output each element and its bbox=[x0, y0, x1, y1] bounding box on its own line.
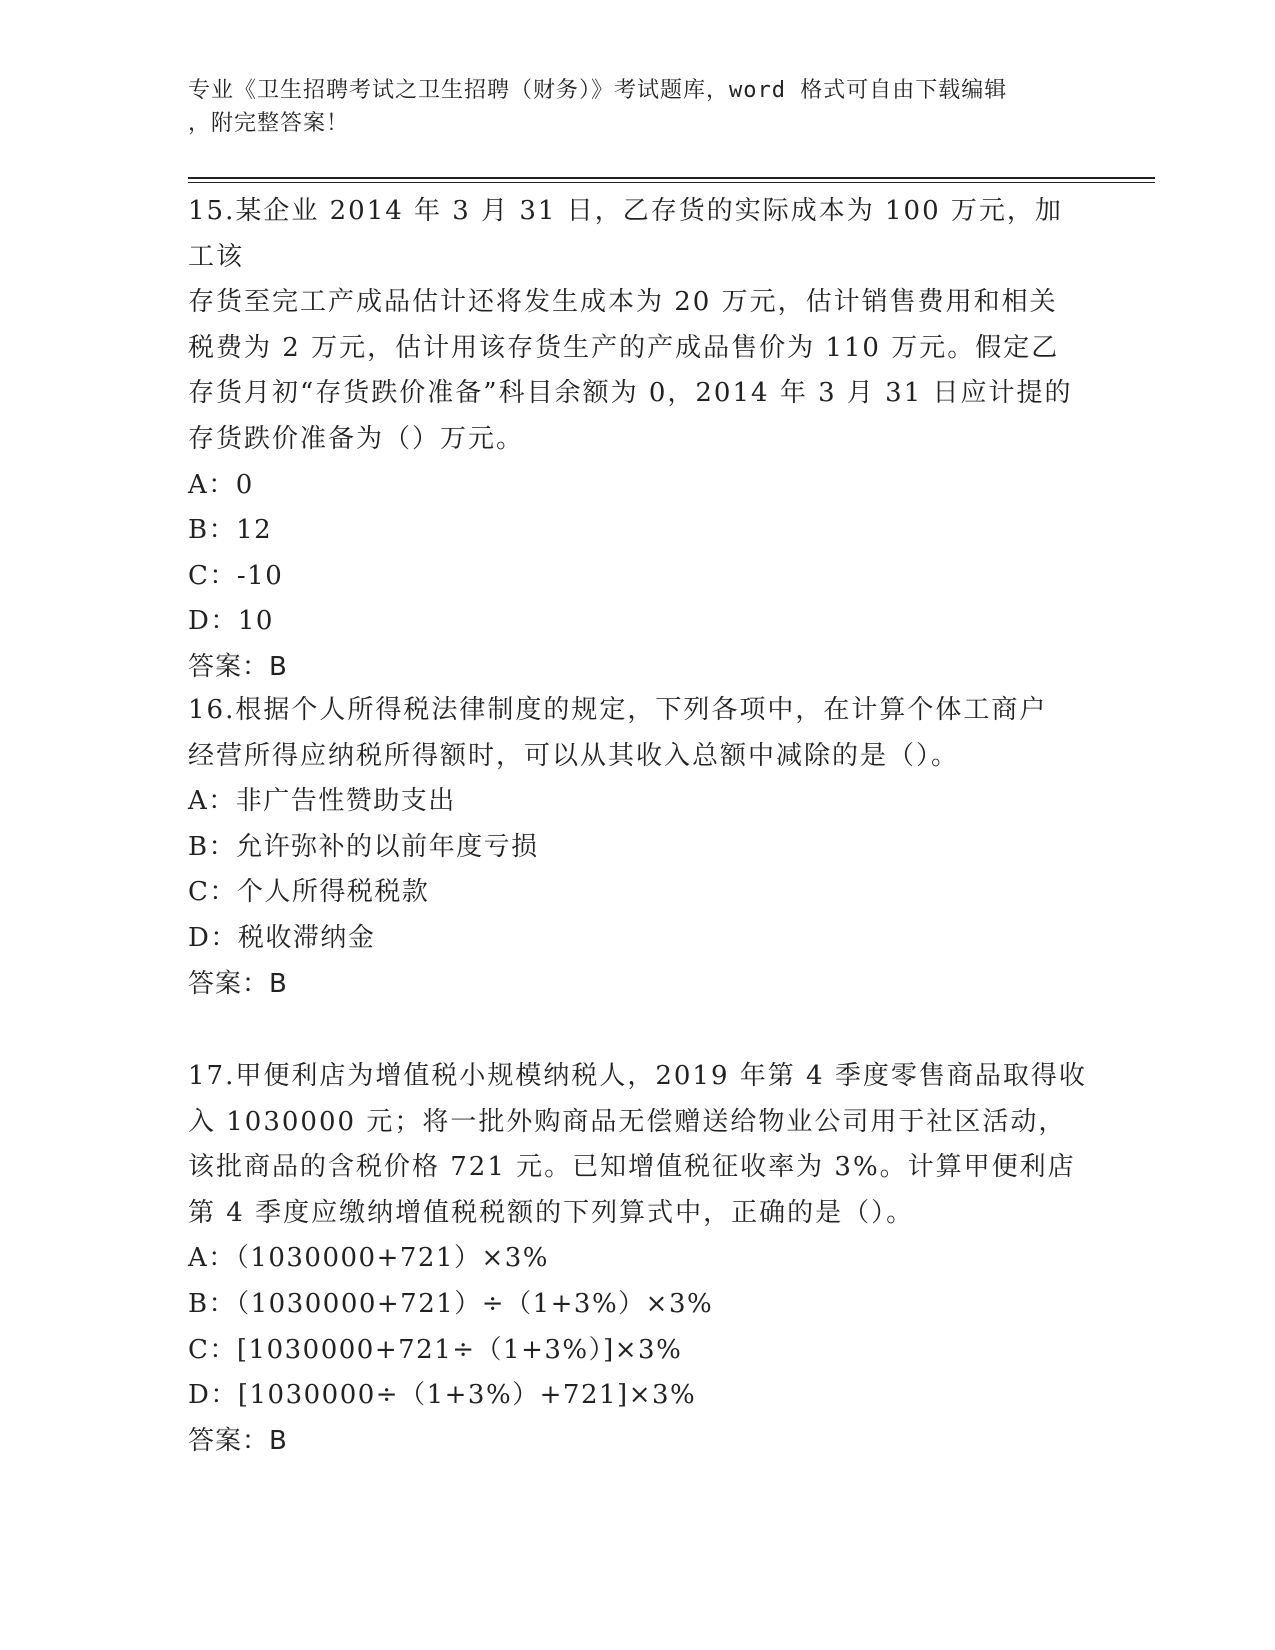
stem-line: 税费为 2 万元，估计用该存货生产的产成品售价为 110 万元。假定乙 bbox=[188, 332, 1060, 363]
option-d: D：[1030000÷（1+3%）+721]×3% bbox=[188, 1380, 697, 1411]
stem-line: 存货至完工产成品估计还将发生成本为 20 万元，估计销售费用和相关 bbox=[188, 287, 1058, 318]
option-b: B：12 bbox=[188, 515, 273, 546]
question-stem bbox=[188, 688, 1088, 779]
stem-line: 存货跌价准备为（）万元。 bbox=[188, 423, 525, 454]
answer-line: 答案：B bbox=[188, 968, 288, 999]
option-c: C：[1030000+721÷（1+3%）]×3% bbox=[188, 1334, 683, 1365]
header-divider-thin bbox=[188, 182, 1155, 183]
answer-line: 答案：B bbox=[188, 1425, 288, 1456]
stem-line: 存货月初“存货跌价准备”科目余额为 0，2014 年 3 月 31 日应计提的 bbox=[188, 378, 1073, 409]
option-a: A：非广告性赞助支出 bbox=[188, 786, 456, 817]
option-a: A：0 bbox=[188, 469, 254, 500]
option-c: C：个人所得税税款 bbox=[188, 877, 430, 908]
header-line-2: ，附完整答案！ bbox=[188, 111, 350, 136]
header-line-1: 专业《卫生招聘考试之卫生招聘（财务）》考试题库，word 格式可自由下载编辑 bbox=[188, 78, 1008, 103]
stem-line: 16.根据个人所得税法律制度的规定，下列各项中，在计算个体工商户 bbox=[188, 695, 1048, 725]
question-15 bbox=[188, 189, 1088, 691]
header-divider-thick bbox=[188, 177, 1155, 179]
option-d: D：10 bbox=[188, 606, 274, 637]
question-stem bbox=[188, 1054, 1088, 1236]
option-b: B：（1030000+721）÷（1+3%）×3% bbox=[188, 1288, 714, 1319]
stem-line: 17.甲便利店为增值税小规模纳税人，2019 年第 4 季度零售商品取得收 bbox=[188, 1061, 1087, 1091]
option-a: A：（1030000+721）×3% bbox=[188, 1243, 550, 1274]
stem-line: 该批商品的含税价格 721 元。已知增值税征收率为 3%。计算甲便利店 bbox=[188, 1152, 1076, 1183]
option-c: C：-10 bbox=[188, 560, 284, 591]
question-17 bbox=[188, 1054, 1088, 1464]
document-header bbox=[188, 74, 1088, 140]
stem-line: 入 1030000 元；将一批外购商品无偿赠送给物业公司用于社区活动， bbox=[188, 1106, 1067, 1137]
question-16 bbox=[188, 688, 1088, 1007]
question-stem bbox=[188, 189, 1088, 463]
option-d: D：税收滞纳金 bbox=[188, 922, 376, 953]
stem-line: 经营所得应纳税所得额时，可以从其收入总额中减除的是（）。 bbox=[188, 740, 960, 771]
answer-line: 答案：B bbox=[188, 651, 288, 682]
stem-line: 第 4 季度应缴纳增值税税额的下列算式中，正确的是（）。 bbox=[188, 1197, 915, 1228]
stem-line: 15.某企业 2014 年 3 月 31 日，乙存货的实际成本为 100 万元，加工该 bbox=[188, 196, 1063, 272]
option-b: B：允许弥补的以前年度亏损 bbox=[188, 831, 539, 862]
